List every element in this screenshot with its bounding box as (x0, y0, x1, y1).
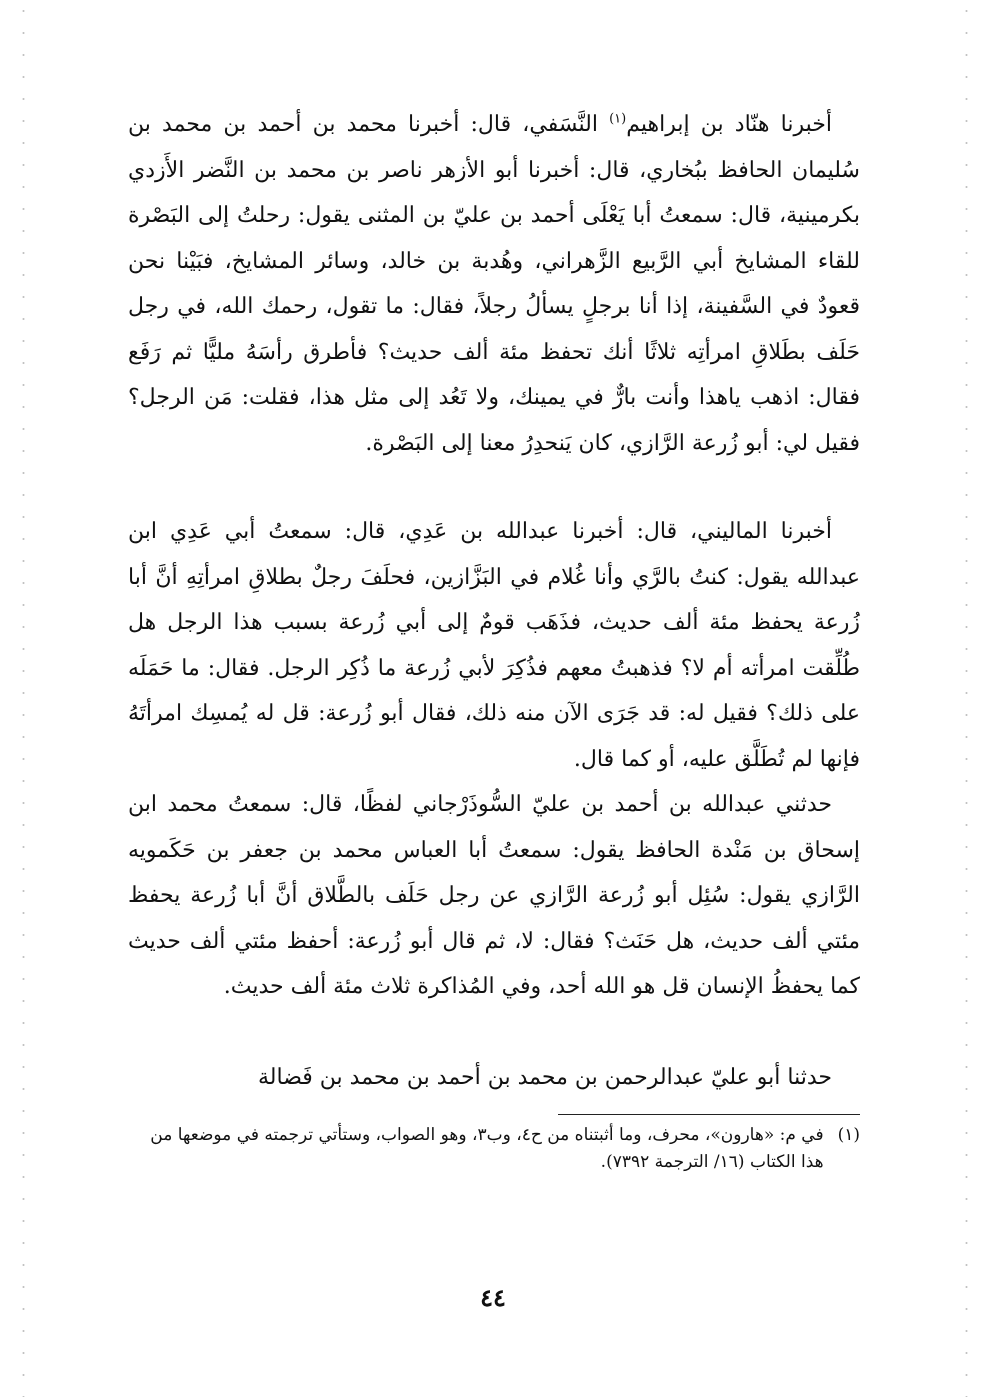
scan-edge-right (965, 0, 968, 1397)
paragraph-3-text: حدثني عبدالله بن أحمد بن عليّ السُّوذَرْجاني لفظًا، قال: سمعتُ محمد ابن إسحاق بن مَنْدة الحافظ يقول: سمعتُ أبا العباس محمد بن جعفر بن حَكَمويه الرَّازي يقول: سُئِل أبو زُرعة الرَّازي عن رجل حَلَف بالطَّلاق أنَّ أبا زُرعة يحفظ مئتي ألف حديث، هل حَنَث؟ فقال: لا، ثم قال أبو زُرعة: أحفظ مئتي ألف حديث كما يحفظُ الإنسان قل هو الله أحد، وفي المُذاكرة ثلاث مئة ألف حديث. (128, 792, 860, 999)
paragraph-1-opening: أخبرنا هنّاد بن إبراهيم (626, 112, 832, 137)
footnote-reference: (١) (609, 111, 627, 127)
footnote-text: في م: «هارون»، محرف، وما أثبتناه من ح٤، وب٣، وهو الصواب، وستأتي ترجمته في موضعها من هذا الكتاب (١٦/ الترجمة ٧٣٩٢). (150, 1125, 824, 1172)
paragraph-1-body: النَّسَفي، قال: أخبرنا محمد بن أحمد بن محمد بن سُليمان الحافظ ببُخاري، قال: أخبرنا أبو الأزهر ناصر بن محمد بن النَّضر الأَزدي بكرمينية، قال: سمعتُ أبا يَعْلَى أحمد بن عليّ بن المثنى يقول: رحلتُ إلى البَصْرة للقاء المشايخ أبي الرَّبيع الزَّهراني، وهُدبة بن خالد، وسائر المشايخ، فبَيْنا نحن قعودٌ في السَّفينة، إذا أنا برجلٍ يسألُ رجلاً، فقال: ما تقول، رحمك الله، في رجل حَلَف بطَلاقِ امرأتِه ثلاثًا أنك تحفظ مئة ألف حديث؟ فأطرق رأسَهُ مليًّا ثم رَفَع فقال: اذهب ياهذا وأنت بارٌّ في يمينك، ولا تَعُد إلى مثل هذا، فقلت: مَن الرجل؟ فقيل لي: أبو زُرعة الرَّازي، كان يَنحدِرُ معنا إلى البَصْرة. (128, 112, 860, 456)
paragraph-1-text (128, 102, 860, 466)
paragraph-3 (128, 782, 860, 1010)
paragraph-2-text: أخبرنا الماليني، قال: أخبرنا عبدالله بن عَدِي، قال: سمعتُ أبي عَدِي ابن عبدالله يقول: كنتُ بالرَّي وأنا غُلام في البَزَّازين، فحلَفَ رجلٌ بطلاقِ امرأتِهِ أنَّ أبا زُرعة يحفظ مئة ألف حديث، فذَهَب قومٌ إلى أبي زُرعة بسبب هذا الرجل هل طُلِّقت امرأته أم لا؟ فذهبتُ معهم فذُكِرَ لأبي زُرعة ما ذُكِر الرجل. فقال: ما حَمَلَه على ذلك؟ فقيل له: قد جَرَى الآن منه ذلك، فقال أبو زُرعة: قل له يُمسِك امرأتَهُ فإنها لم تُطَلَّق عليه، أو كما قال. (128, 519, 860, 772)
paragraph-4 (128, 1055, 860, 1101)
footnote-number: (١) (837, 1125, 860, 1145)
paragraph-2 (128, 509, 860, 782)
page-number: ٤٤ (480, 1283, 506, 1312)
paragraph-1 (128, 102, 860, 466)
footnote (128, 1122, 860, 1176)
footnote-divider (558, 1114, 860, 1115)
scan-edge-left (22, 0, 25, 1397)
paragraph-4-text: حدثنا أبو عليّ عبدالرحمن بن محمد بن أحمد بن محمد بن فَضالة (258, 1065, 832, 1090)
